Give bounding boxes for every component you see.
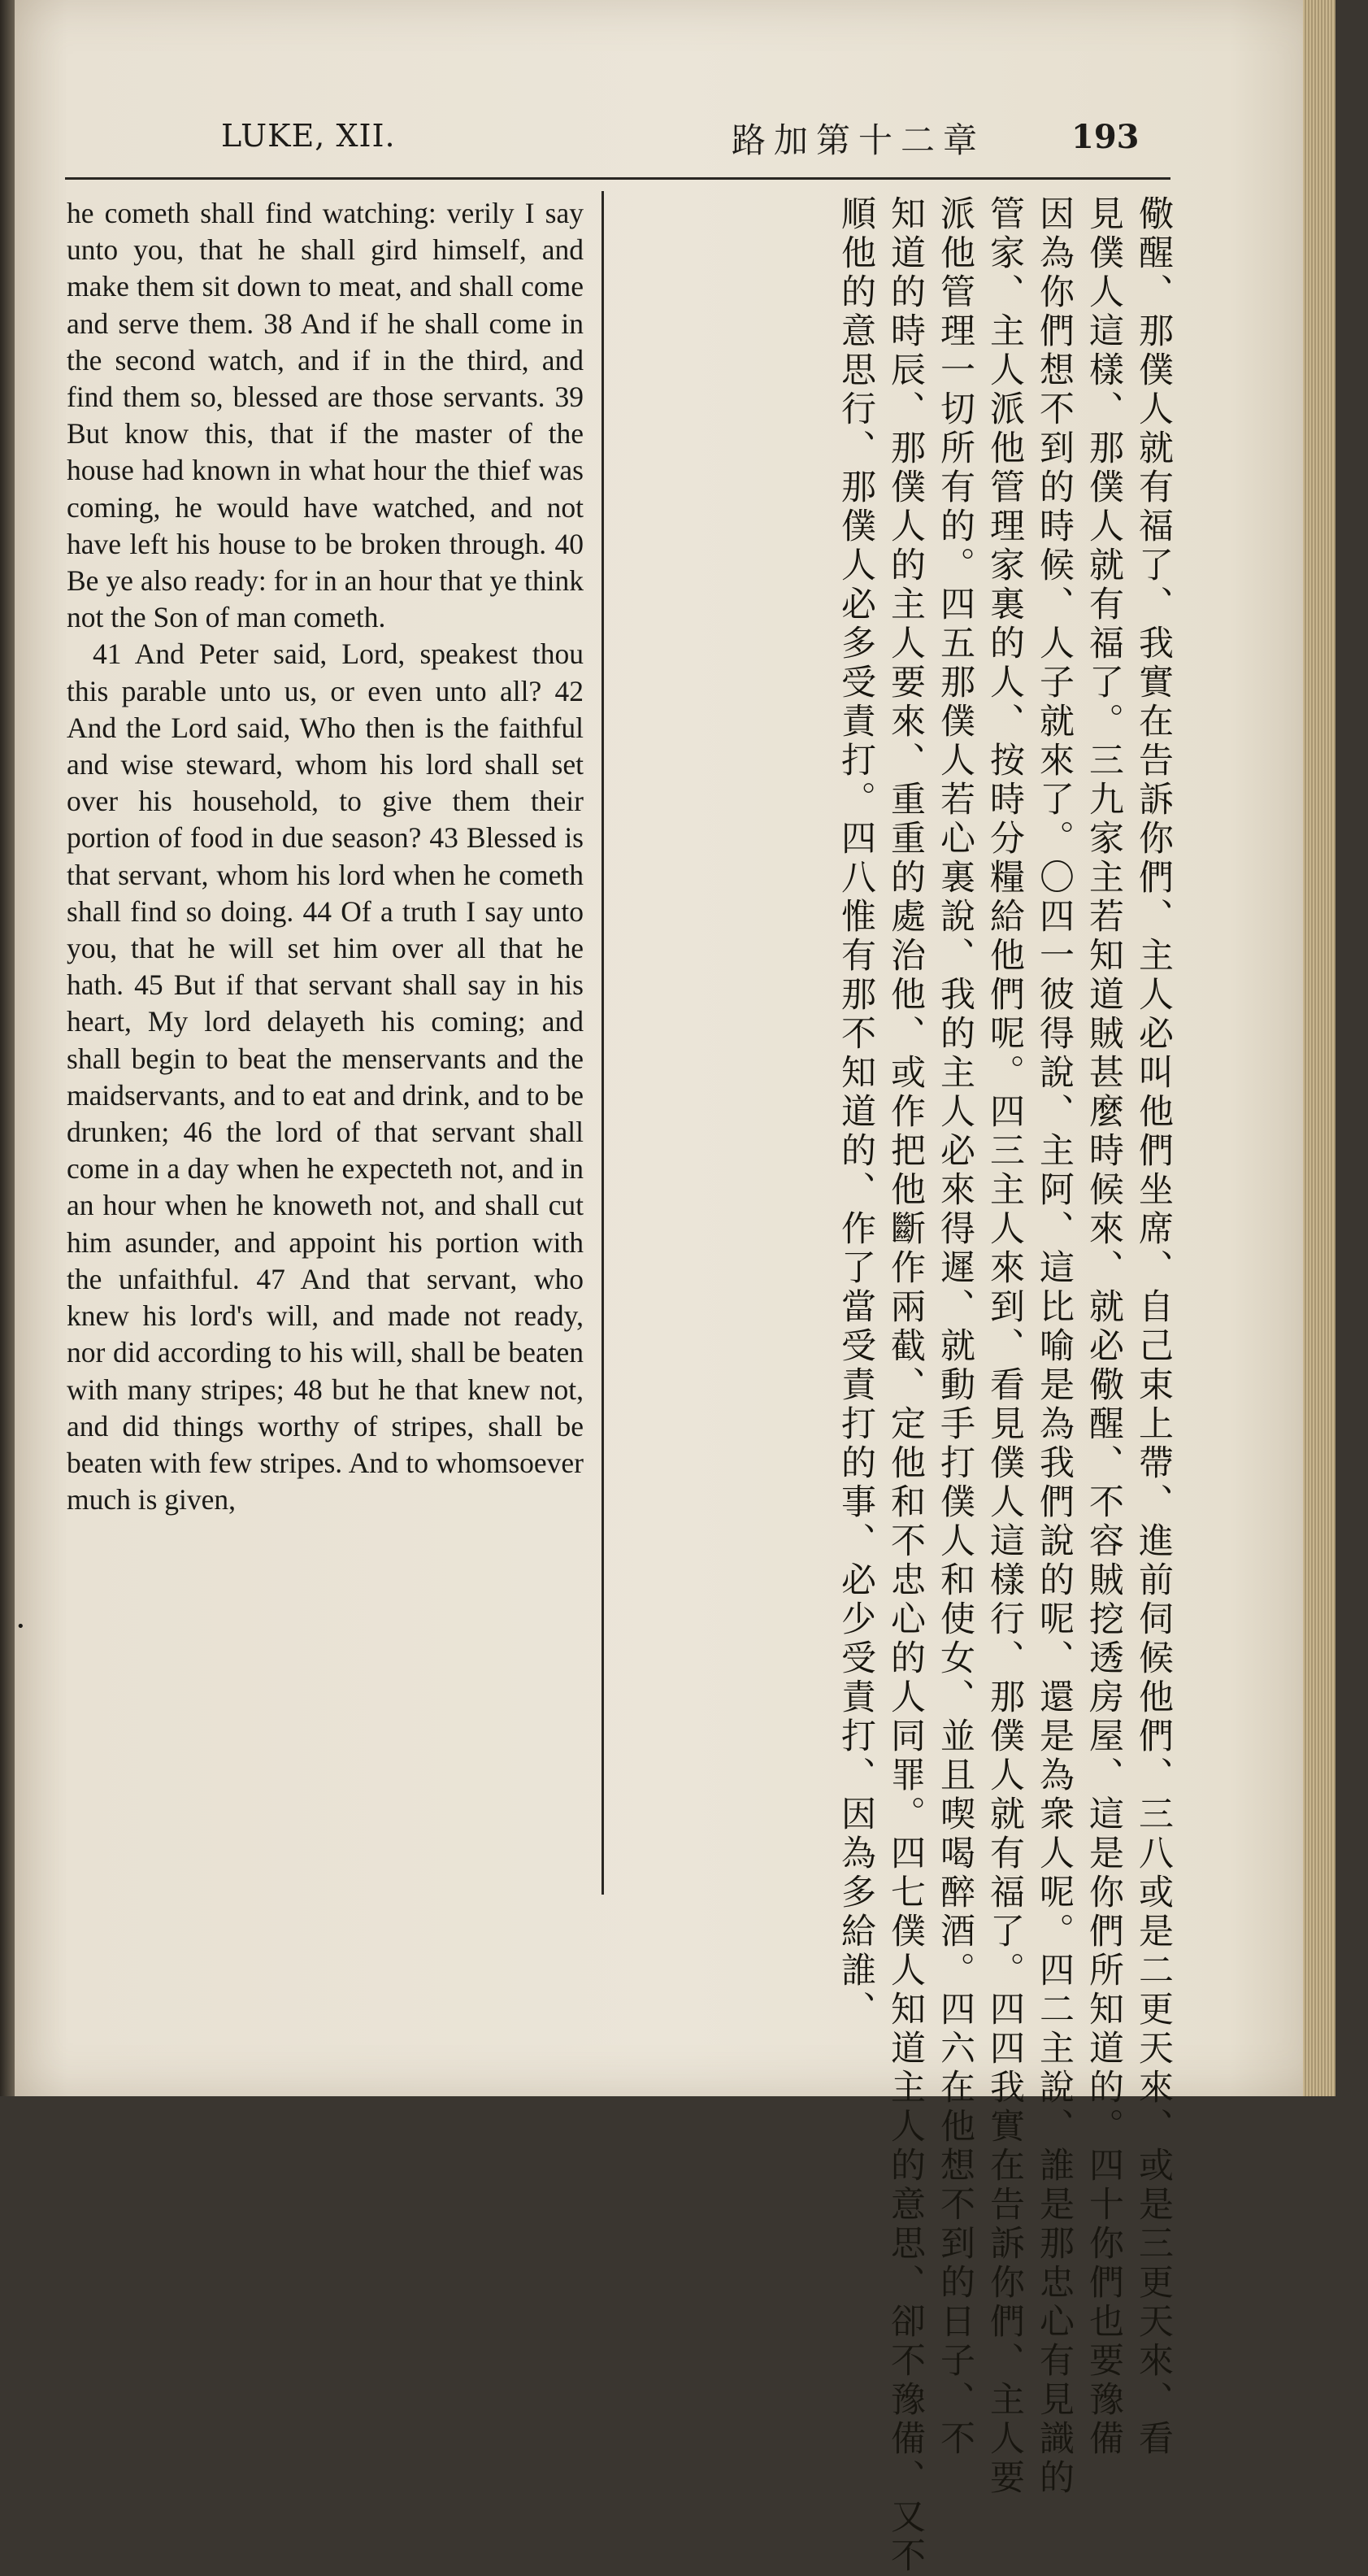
- chinese-line: 因為你們想不到的時候、人子就來了。〇四一彼得說、主阿、這比喻是為我們說的呢、還是為衆人呢。四二主說、誰是那忠心有見識的: [1034, 195, 1075, 2498]
- chinese-line: 見僕人這樣、那僕人就有福了。三九家主若知道賊甚麼時候來、就必儆醒、不容賊挖透房屋、這是你們所知道的。四十你們也要豫備: [1084, 195, 1124, 2459]
- english-paragraph: he cometh shall find watching: verily I say unto you, that he shall gird himself, and make them sit down to meat, and shall come and serve them. 38 And if he shall come in the second watch, and if in the third, and find them so, blessed are those servants. 39 But know this, that if the master of the house had known in what hour the thief was coming, he would have watched, and not have left his house to be broken through. 40 Be ye also ready: for in an hour that ye think not the Son of man cometh.: [67, 197, 584, 634]
- chinese-line: 順他的意思行、那僕人必多受責打。四八惟有那不知道的、作了當受責打的事、必少受責打、因為多給誰、: [836, 195, 876, 2030]
- margin-dot: •: [16, 1618, 25, 1635]
- column-divider: [601, 191, 604, 1895]
- english-paragraph: 41 And Peter said, Lord, speakest thou this parable unto us, or even unto all? 42 And the Lord said, Who then is the faithful and wise steward, whom his lord shall set over his household, to give them their portion of food in due season? 43 Blessed is that servant, whom his lord when he cometh shall find so doing. 44 Of a truth I say unto you, that he will set him over all that he hath. 45 But if that servant shall say in his heart, My lord delayeth his coming; and shall begin to beat the menservants and the maidservants, and to eat and drink, and to be drunken; 46 the lord of that servant shall come in a day when he expecteth not, and in an hour when he knoweth not, and shall cut him asunder, and appoint his portion with the unfaithful. 47 And that servant, who knew his lord's will, and made not ready, nor did according to his will, shall be beaten with many stripes; 48 but he that knew not, and did things worthy of stripes, shall be beaten with few stripes. And to whomsoever much is given,: [67, 637, 584, 1516]
- chinese-line: 管家、主人派他管理家裏的人、按時分糧給他們呢。四三主人來到、看見僕人這樣行、那僕人就有福了。四四我實在告訴你們、主人要: [984, 195, 1025, 2498]
- page-number: 193: [1071, 118, 1140, 156]
- chinese-running-head: 路加第十二章: [732, 120, 986, 160]
- chinese-line: 儆醒、那僕人就有福了、我實在告訴你們、主人必叫他們坐席、自己束上帶、進前伺候他們、三八或是二更天來、或是三更天來、看: [1133, 195, 1174, 2459]
- header-rule: [65, 177, 1170, 180]
- chinese-line: 派他管理一切所有的。四五那僕人若心裏說、我的主人必來得遲、就動手打僕人和使女、並且喫喝醉酒。四六在他想不到的日子、不: [935, 195, 975, 2459]
- english-text-column: [67, 195, 584, 1518]
- english-running-head: LUKE, XII.: [221, 118, 396, 154]
- page-edges: [1303, 0, 1335, 2096]
- chinese-line: 知道的時辰、那僕人的主人要來、重重的處治他、或作把他斷作兩截、定他和不忠心的人同罪。四七僕人知道主人的意思、卻不豫備、又不: [885, 195, 926, 2576]
- chinese-text-column: [618, 195, 1174, 2576]
